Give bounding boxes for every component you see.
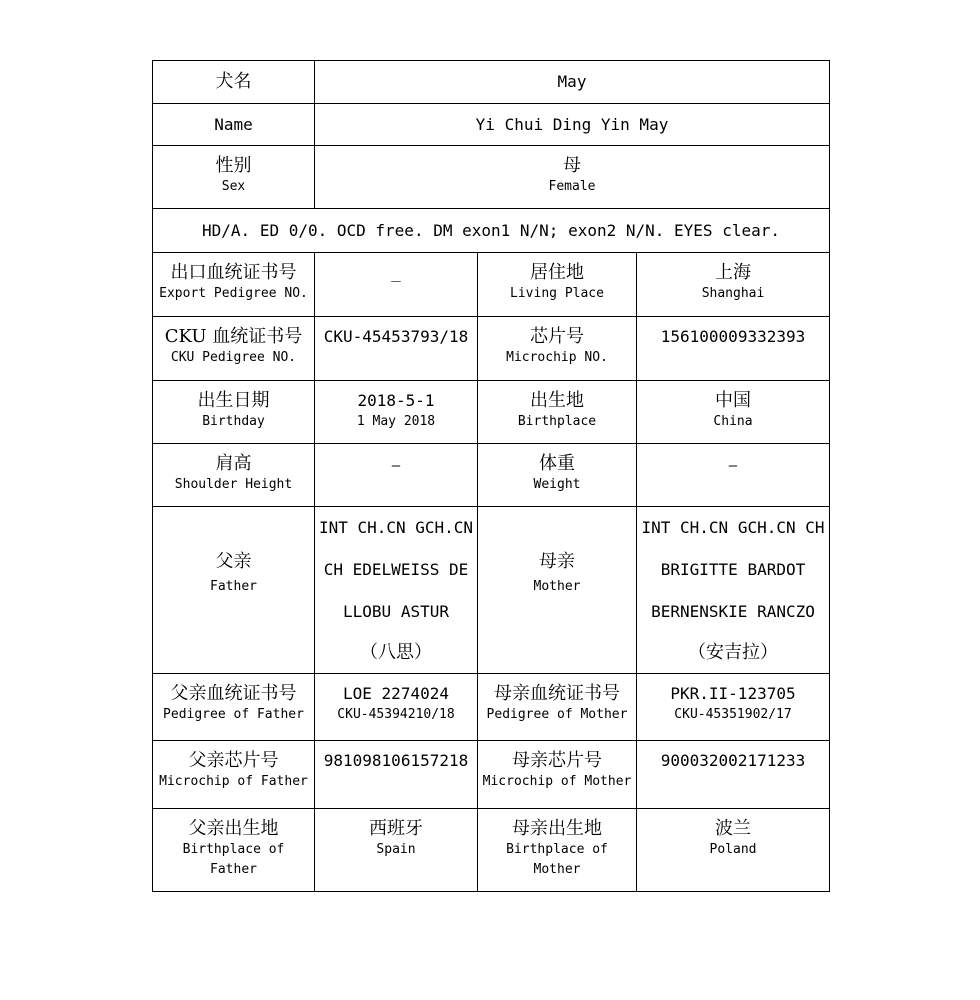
row-height-weight [153, 444, 830, 507]
export-label-cell [153, 253, 315, 317]
father-nickname: （八思） [360, 642, 432, 663]
mother-cn-label: 母亲 [539, 551, 575, 572]
fped-value-origin: LOE 2274024 [343, 684, 449, 703]
name-value-cell [315, 104, 830, 146]
living-en-label: Living Place [510, 286, 604, 301]
fbirth-cn-label: 父亲出生地 [188, 818, 279, 839]
height-value-cell [315, 444, 478, 507]
fped-cn-label: 父亲血统证书号 [170, 683, 297, 704]
fbirth-value-cell [315, 809, 478, 892]
mbirth-label-cell [478, 809, 637, 892]
health-cell [153, 209, 830, 253]
mped-en-label: Pedigree of Mother [486, 707, 628, 722]
fbirth-en-label-line1: Birthplace of [182, 842, 285, 857]
mother-label-cell [478, 507, 637, 674]
mbirth-cn-label: 母亲出生地 [512, 818, 602, 839]
row-parent-pedigree [153, 674, 830, 741]
birthday-value-numeric: 2018-5-1 [357, 391, 435, 410]
fchip-value: 981098106157218 [323, 751, 469, 770]
sex-cn-label: 性别 [215, 155, 252, 176]
height-label-cell [153, 444, 315, 507]
mbirth-cn-value: 波兰 [715, 818, 751, 839]
mchip-value: 900032002171233 [660, 751, 806, 770]
chip-label-cell [478, 317, 637, 381]
mchip-value-cell [637, 741, 830, 809]
weight-label-cell [478, 444, 637, 507]
mped-value-cell [637, 674, 830, 741]
living-cn-value: 上海 [715, 262, 751, 283]
fchip-en-label: Microchip of Father [159, 774, 308, 789]
weight-en-label: Weight [533, 477, 581, 492]
cku-value: CKU-45453793/18 [323, 327, 469, 346]
fped-value-cell [315, 674, 478, 741]
sex-label-cell [153, 146, 315, 209]
mbirth-en-value: Poland [709, 842, 757, 857]
name-label: Name [214, 114, 253, 134]
name-cn-value: May [557, 72, 587, 91]
mother-nickname: （安吉拉） [688, 642, 778, 663]
fchip-cn-label: 父亲芯片号 [188, 750, 279, 771]
birthday-en-label: Birthday [202, 414, 265, 429]
chip-value-cell [637, 317, 830, 381]
mchip-label-cell [478, 741, 637, 809]
birthplace-cn-value: 中国 [715, 390, 751, 411]
mped-value-origin: PKR.II-123705 [670, 684, 796, 703]
mped-cn-label: 母亲血统证书号 [494, 683, 620, 704]
export-value: _ [391, 263, 401, 282]
row-parent-chip [153, 741, 830, 809]
birthplace-cn-label: 出生地 [530, 390, 584, 411]
fped-value-cku: CKU-45394210/18 [337, 707, 455, 722]
chip-cn-label: 芯片号 [530, 326, 584, 347]
living-cn-label: 居住地 [530, 262, 584, 283]
fped-label-cell [153, 674, 315, 741]
father-en-label: Father [210, 579, 257, 594]
fbirth-en-label-line2: Father [210, 862, 257, 877]
mped-label-cell [478, 674, 637, 741]
row-name-cn [153, 61, 830, 104]
fped-en-label: Pedigree of Father [163, 707, 304, 722]
row-birth [153, 381, 830, 444]
sex-value-cell [315, 146, 830, 209]
name-cn-label-cell [153, 61, 315, 104]
weight-value-cell [637, 444, 830, 507]
birthday-label-cell [153, 381, 315, 444]
mother-en-label: Mother [533, 579, 581, 594]
living-en-value: Shanghai [701, 286, 765, 301]
father-label-cell [153, 507, 315, 674]
father-value-cell [315, 507, 478, 674]
row-export [153, 253, 830, 317]
cku-cn-label: CKU 血统证书号 [164, 326, 303, 347]
living-label-cell [478, 253, 637, 317]
health-results: HD/A. ED 0/0. OCD free. DM exon1 N/N; exon2 N/N. EYES clear. [202, 220, 780, 240]
father-name-line2: LLOBU ASTUR [343, 602, 449, 621]
mped-value-cku: CKU-45351902/17 [674, 707, 792, 722]
fbirth-en-value: Spain [376, 842, 416, 857]
mchip-cn-label: 母亲芯片号 [512, 750, 602, 771]
mbirth-en-label-line1: Birthplace of [506, 842, 608, 857]
mother-title-line: INT CH.CN GCH.CN CH [641, 518, 825, 537]
birthplace-en-label: Birthplace [517, 414, 597, 429]
sex-cn-value: 母 [563, 155, 581, 176]
export-cn-label: 出口血统证书号 [170, 262, 297, 283]
row-name [153, 104, 830, 146]
mchip-en-label: Microchip of Mother [482, 774, 632, 789]
father-title-line: INT CH.CN GCH.CN [318, 518, 474, 537]
chip-en-label: Microchip NO. [506, 350, 608, 365]
mother-name-line2: BERNENSKIE RANCZO [651, 602, 815, 621]
fchip-label-cell [153, 741, 315, 809]
cku-en-label: CKU Pedigree NO. [170, 350, 297, 365]
weight-value: — [728, 458, 738, 474]
birthday-value-text: 1 May 2018 [356, 414, 436, 429]
sex-en-value: Female [548, 179, 596, 194]
height-value: — [391, 458, 401, 474]
fchip-value-cell [315, 741, 478, 809]
row-health [153, 209, 830, 253]
name-cn-value-cell [315, 61, 830, 104]
cku-value-cell [315, 317, 478, 381]
name-value: Yi Chui Ding Yin May [475, 114, 669, 134]
birthday-value-cell [315, 381, 478, 444]
row-parent-birthplace [153, 809, 830, 892]
fbirth-label-cell [153, 809, 315, 892]
weight-cn-label: 体重 [539, 453, 575, 474]
pedigree-table [152, 60, 830, 892]
row-sex [153, 146, 830, 209]
birthplace-label-cell [478, 381, 637, 444]
sex-en-label: Sex [221, 179, 246, 194]
mother-value-cell [637, 507, 830, 674]
birthday-cn-label: 出生日期 [197, 390, 270, 411]
export-value-cell [315, 253, 478, 317]
row-parents [153, 507, 830, 674]
row-cku [153, 317, 830, 381]
living-value-cell [637, 253, 830, 317]
mother-name-line1: BRIGITTE BARDOT [660, 560, 806, 579]
father-name-line1: CH EDELWEISS DE [323, 560, 469, 579]
mbirth-en-label-line2: Mother [533, 862, 581, 877]
fbirth-cn-value: 西班牙 [369, 818, 423, 839]
birthplace-en-value: China [713, 414, 753, 429]
name-label-cell [153, 104, 315, 146]
height-en-label: Shoulder Height [174, 477, 293, 492]
birthplace-value-cell [637, 381, 830, 444]
name-cn-label: 犬名 [215, 71, 252, 92]
height-cn-label: 肩高 [215, 453, 252, 474]
father-cn-label: 父亲 [215, 551, 252, 572]
export-en-label: Export Pedigree NO. [159, 286, 308, 301]
chip-value: 156100009332393 [660, 327, 806, 346]
mbirth-value-cell [637, 809, 830, 892]
cku-label-cell [153, 317, 315, 381]
